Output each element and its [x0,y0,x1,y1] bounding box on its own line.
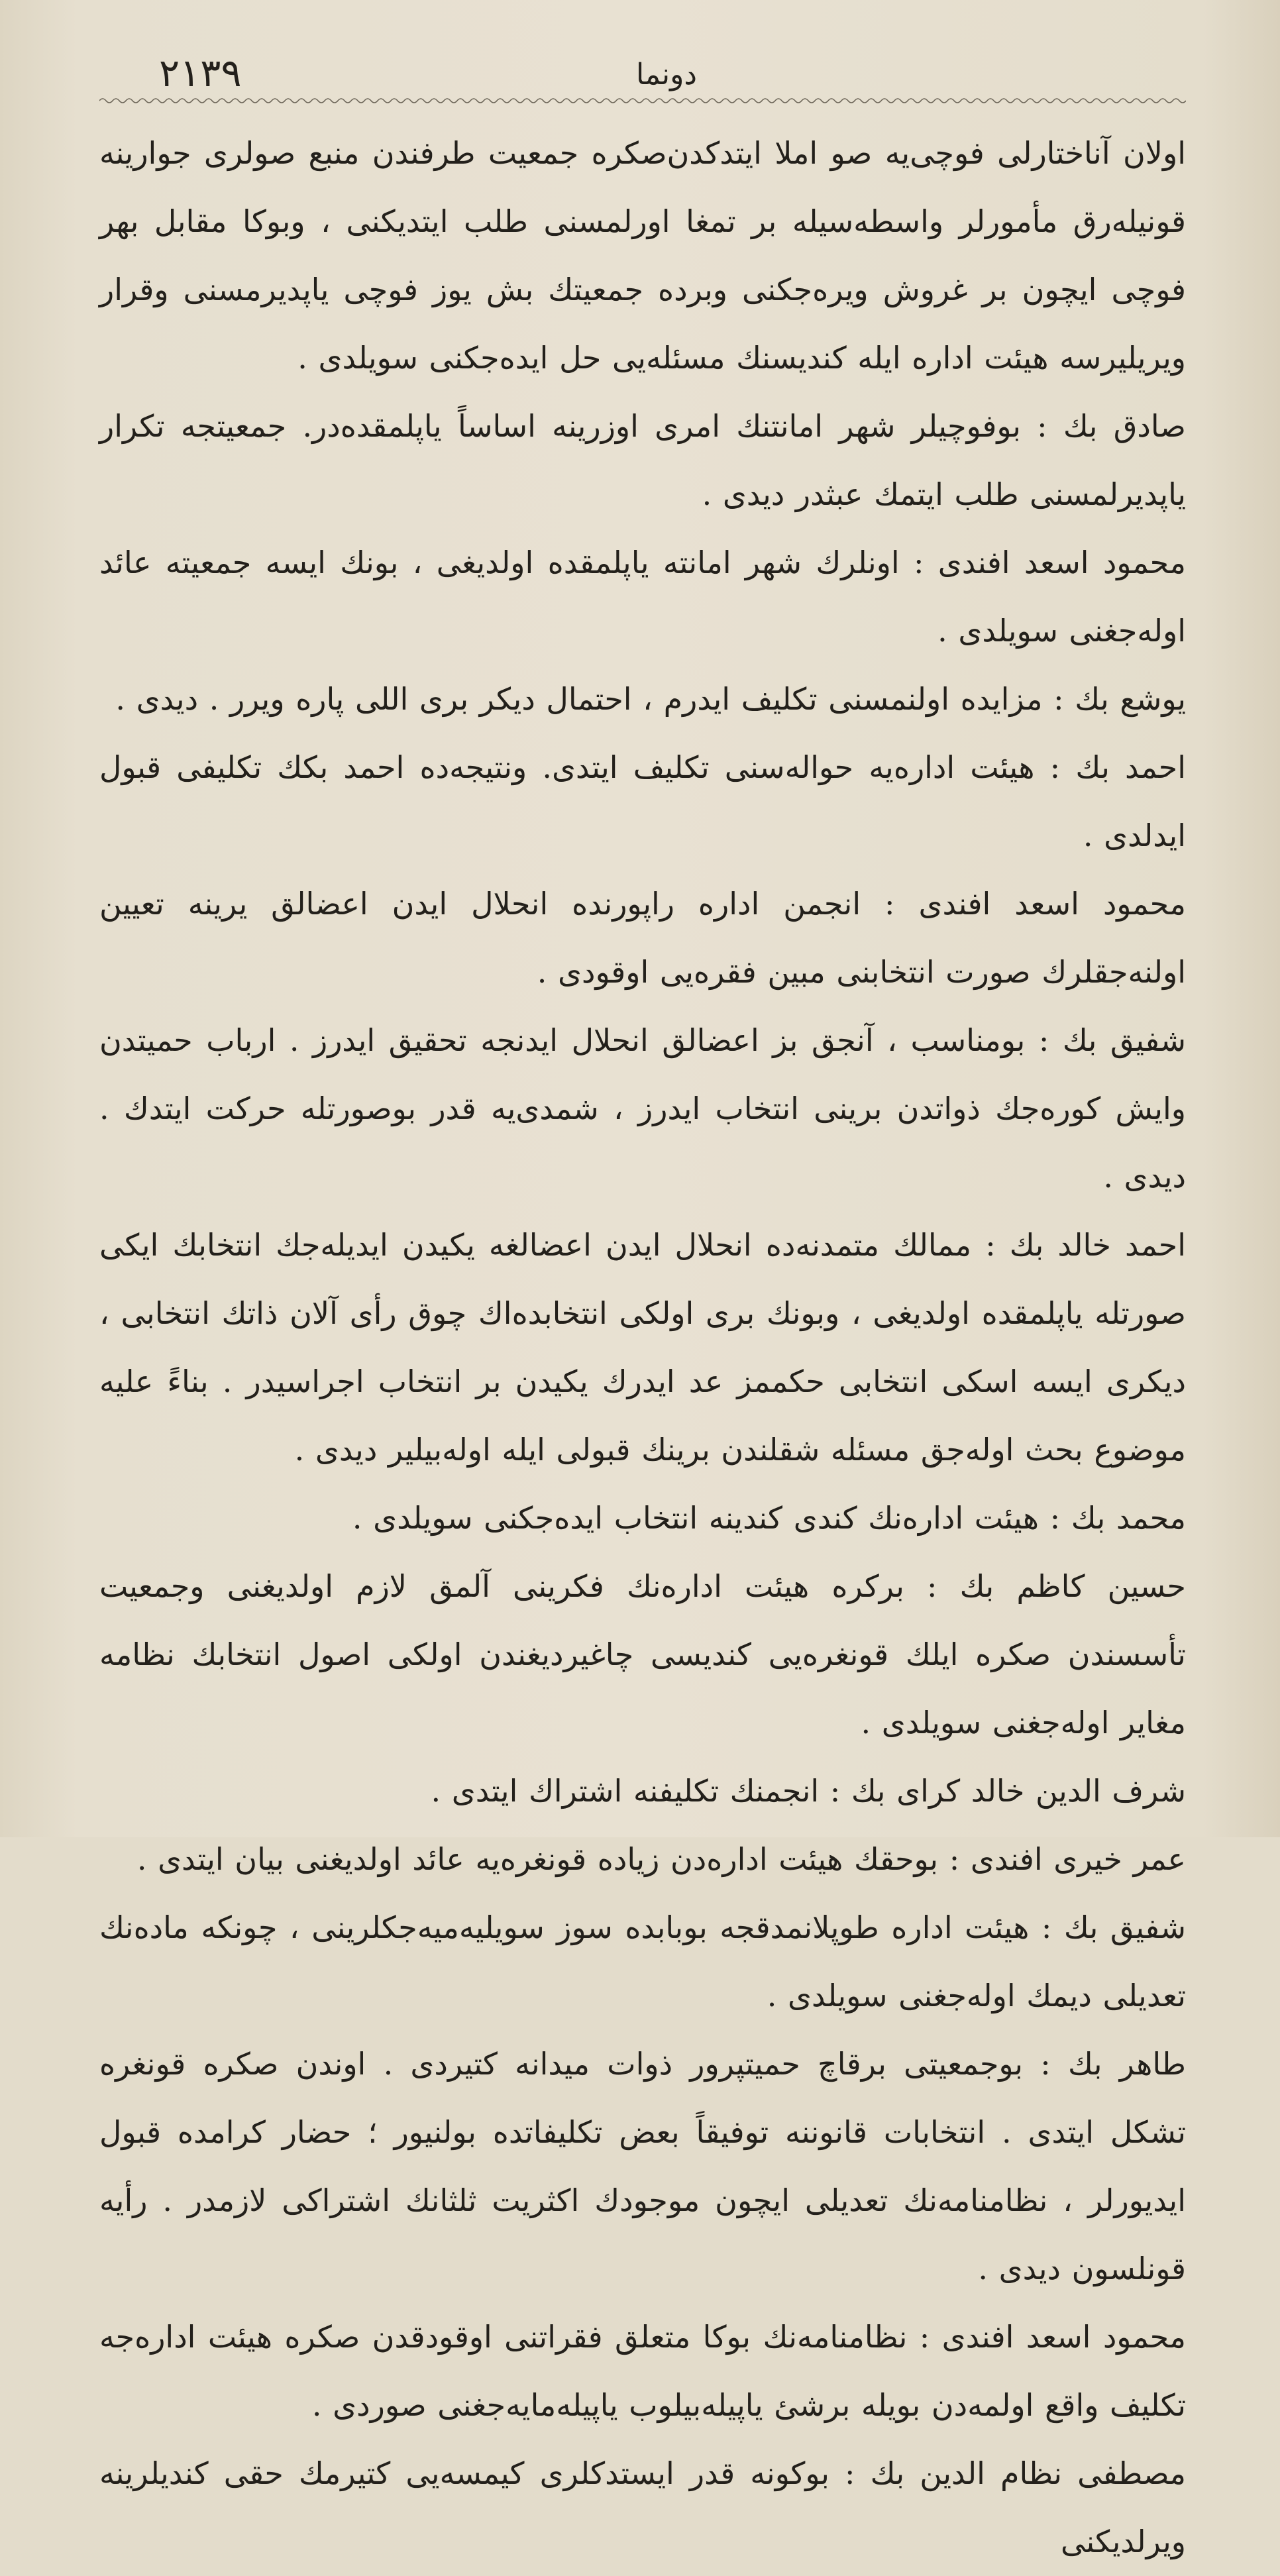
paragraph-5: احمد بك : هیئت اداره‌یه حواله‌سنی تکلیف ایتدی. ونتیجه‌ده احمد بکك تکلیفی قبول ایدلدی . [99,749,1186,853]
paragraph-2: صادق بك : بوفوچیلر شهر امانتنك امری اوزرینه اساساً یاپلمقده‌در. جمعیتجه تکرار یاپدیرلمسنی طلب ایتمك عبثدر دیدی . [99,408,1186,512]
paragraph-10: حسین کاظم بك : برکره هیئت اداره‌نك فکرینی آلمق لازم اولدیغنی وجمعیت تأسسندن صکره ایلك قونغره‌یی کندیسی چاغیردیغندن اولکی اصول انتخابك نظامه مغایر اوله‌جغنی سویلدی . [99,1568,1186,1741]
paragraph-15: محمود اسعد افندی : نظامنامه‌نك بوکا متعلق فقراتنی اوقودقدن صکره هیئت اداره‌جه تکلیف واقع اولمه‌دن بویله برشئ یاپیله‌بیلوب یاپیله‌مایه‌جغنی صوردی . [99,2319,1186,2423]
body-text [99,119,1186,2576]
paragraph-8: احمد خالد بك : ممالك متمدنه‌ده انحلال ایدن اعضالغه یکیدن ایدیله‌جك انتخابك ایکی صورتله یاپلمقده اولدیغی ، وبونك بری اولکی انتخابده‌اك چوق رأی آلان ذاتك انتخابی ، دیکری ایسه اسکی انتخابی حکممز عد ایدرك یکیدن بر انتخاب اجراسیدر . بناءً علیه موضوع بحث اوله‌جق مسئله شقلندن برینك قبولی ایله اوله‌بیلیر دیدی . [99,1227,1186,1468]
paragraph-12: عمر خیری افندی : بوحقك هیئت اداره‌دن زیاده قونغره‌یه عائد اولدیغنی بیان ایتدی . [136,1841,1186,1877]
paragraph-9: محمد بك : هیئت اداره‌نك کندی کندینه انتخاب ایده‌جکنی سویلدی . [352,1500,1186,1536]
running-header [133,46,1179,99]
paragraph-13: شفیق بك : هیئت اداره طوپلانمدقجه بوبابده سوز سویلیه‌میه‌جکلرینی ، چونکه ماده‌نك تعدیلی دیمك اوله‌جغنی سویلدی . [99,1909,1186,2013]
paragraph-3: محمود اسعد افندی : اونلرك شهر امانته یاپلمقده اولدیغی ، بونك ایسه جمعیته عائد اوله‌جغنی سویلدی . [99,545,1186,649]
paragraph-4: یوشع بك : مزایده اولنمسنی تکلیف ایدرم ، احتمال دیکر بری اللی پاره ویرر . دیدی . [115,681,1186,717]
page-number: ٢١٣٩ [159,50,242,95]
paragraph-7: شفیق بك : بومناسب ، آنجق بز اعضالق انحلال ایدنجه تحقیق ایدرز . ارباب حمیتدن وایش کوره‌جك ذواتدن برینی انتخاب ایدرز ، شمدی‌یه قدر بوصورتله حرکت ایتدك . دیدی . [99,1022,1186,1195]
paragraph-16: مصطفی نظام الدین بك : بوکونه قدر ایستدکلری کیمسه‌یی کتیرمك حقی کندیلرینه ویرلدیکنی [99,2455,1186,2559]
paragraph-11: شرف الدین خالد کرای بك : انجمنك تکلیفنه اشتراك ایتدی . [431,1773,1186,1809]
wavy-rule [99,96,1186,105]
paragraph-14: طاهر بك : بوجمعیتی برقاچ حمیتپرور ذوات میدانه کتیردی . اوندن صکره قونغره تشکل ایتدی . انتخابات قانوننه توفیقاً بعض تکلیفاتده بولنیور ؛ حضار کرامده قبول ایدیورلر ، نظامنامه‌نك تعدیلی ایچون موجودك اکثریت ثلثانك اشتراکی لازمدر . رأیه قونلسون دیدی . [99,2046,1186,2286]
paragraph-6: محمود اسعد افندی : انجمن اداره راپورنده انحلال ایدن اعضالق یرینه تعیین اولنه‌جقلرك صورت انتخابنی مبین فقره‌یی اوقودی . [99,886,1186,990]
paragraph-1: اولان آناختارلی فوچی‌یه صو املا ایتدکدن‌صکره جمعیت طرفندن منبع صولری جوارینه قونیله‌رق مأمورلر واسطه‌سیله بر تمغا اورلمسنی طلب ایتدیکنی ، وبوکا مقابل بهر فوچی ایچون بر غروش ویره‌جکنی وبرده جمعیتك بش یوز فوچی یاپدیرمسنی وقرار ویریلیرسه هیئت اداره ایله کندیسنك مسئله‌یی حل ایده‌جکنی سویلدی . [99,135,1186,376]
running-title: دونما [636,58,697,91]
